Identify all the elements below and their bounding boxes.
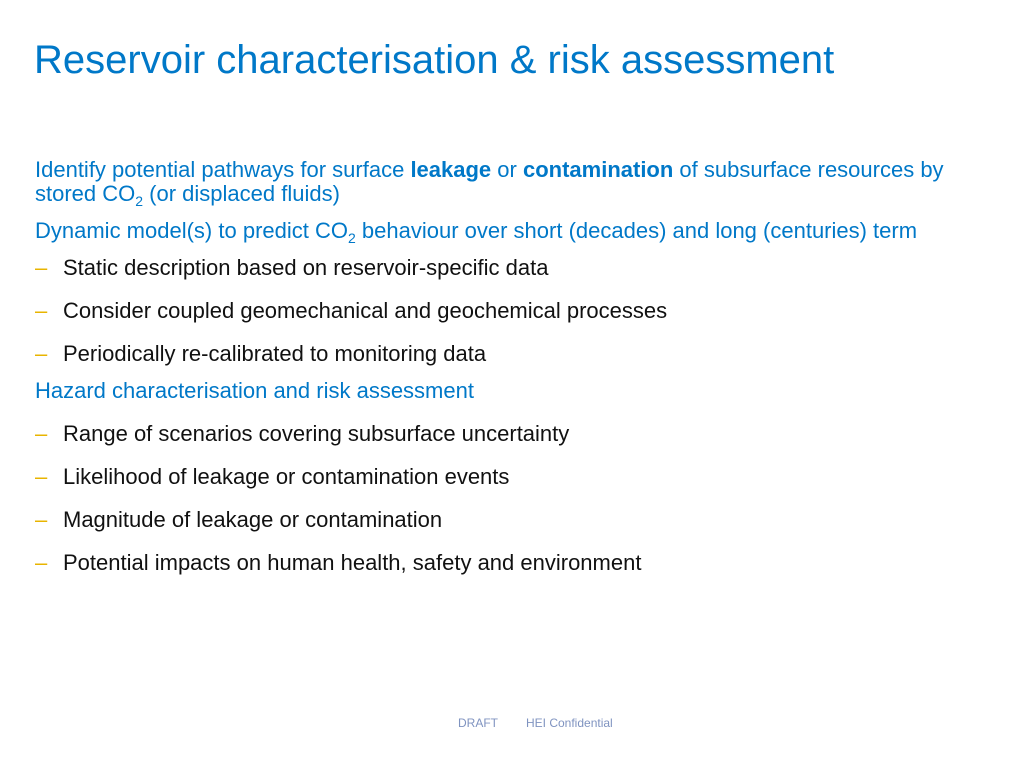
bullet-dash: –	[35, 507, 48, 532]
confidential-label: HEI Confidential	[526, 716, 613, 730]
draft-label: DRAFT	[458, 716, 498, 730]
text-run: Dynamic model(s) to predict CO	[35, 218, 348, 243]
bullet-item	[35, 342, 995, 366]
text-run: Identify potential pathways for surface	[35, 157, 411, 182]
bullet-item	[35, 422, 995, 446]
slide-footer	[458, 716, 613, 730]
bullet-item	[35, 465, 995, 489]
leakage-emphasis: leakage	[410, 157, 492, 182]
subscript: 2	[347, 230, 356, 246]
bullet-dash: –	[35, 298, 48, 323]
bullet-text: Periodically re-calibrated to monitoring data	[63, 341, 487, 366]
pathways-paragraph	[35, 157, 995, 209]
dynamic-model-paragraph	[35, 218, 995, 246]
text-run: of subsurface resources by stored CO	[35, 157, 944, 206]
bullet-dash: –	[35, 255, 48, 280]
bullet-text: Likelihood of leakage or contamination events	[63, 464, 510, 489]
bullet-text: Potential impacts on human health, safety and environment	[63, 550, 642, 575]
text-run: behaviour over short (decades) and long (centuries) term	[355, 218, 918, 243]
bullet-dash: –	[35, 421, 48, 446]
text-run: (or displaced fluids)	[143, 181, 340, 206]
bullet-text: Static description based on reservoir-specific data	[63, 255, 549, 280]
bullet-text: Magnitude of leakage or contamination	[63, 507, 443, 532]
bullet-item	[35, 551, 995, 575]
bullet-dash: –	[35, 341, 48, 366]
bullet-text: Consider coupled geomechanical and geochemical processes	[63, 298, 668, 323]
subscript: 2	[135, 193, 144, 209]
text-run: or	[491, 157, 523, 182]
bullet-item	[35, 256, 995, 280]
bullet-dash: –	[35, 550, 48, 575]
bullet-text: Range of scenarios covering subsurface uncertainty	[63, 421, 570, 446]
bullet-item	[35, 508, 995, 532]
bullet-item	[35, 299, 995, 323]
slide-title: Reservoir characterisation & risk assessment	[34, 38, 835, 82]
bullet-dash: –	[35, 464, 48, 489]
hazard-paragraph: Hazard characterisation and risk assessment	[35, 378, 474, 403]
contamination-emphasis: contamination	[522, 157, 674, 182]
slide-body	[35, 158, 995, 594]
